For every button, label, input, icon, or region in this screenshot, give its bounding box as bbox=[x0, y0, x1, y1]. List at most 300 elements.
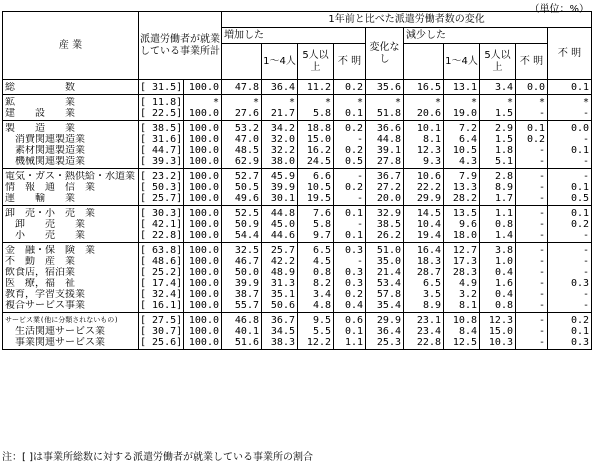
cell-value: 10.3 bbox=[488, 337, 513, 348]
cell-value: [ 38.5] bbox=[140, 123, 183, 134]
col-dec-5plus bbox=[480, 169, 516, 206]
cell-value: 100.0 bbox=[188, 82, 219, 93]
cell-value: [ 32.4] bbox=[140, 289, 183, 300]
cell-value: 0.1 bbox=[570, 208, 590, 219]
cell-value: 16.5 bbox=[416, 82, 441, 93]
cell-value: 12.5 bbox=[452, 337, 477, 348]
cell-value: 4.8 bbox=[312, 300, 331, 311]
col-unknown bbox=[548, 121, 592, 169]
cell-value: 100.0 bbox=[188, 267, 219, 278]
cell-value: 100.0 bbox=[188, 315, 219, 326]
col-decreased bbox=[404, 80, 444, 95]
cell-value: 3.8 bbox=[494, 245, 513, 256]
cell-value: [ 30.3] bbox=[140, 208, 183, 219]
col-pct bbox=[139, 243, 184, 313]
cell-value: 52.5 bbox=[234, 208, 259, 219]
col-no-change bbox=[366, 80, 404, 95]
cell-value: 100.0 bbox=[188, 278, 219, 289]
col-inc-5plus bbox=[298, 206, 334, 243]
cell-value: 27.8 bbox=[376, 156, 401, 167]
cell-value: 46.7 bbox=[234, 256, 259, 267]
col-increased bbox=[222, 80, 262, 95]
col-inc-5plus bbox=[298, 169, 334, 206]
cell-value: 9.7 bbox=[312, 230, 331, 241]
cell-value: [ 44.7] bbox=[140, 145, 183, 156]
cell-value: * bbox=[506, 97, 513, 108]
cell-value: 48.5 bbox=[234, 145, 259, 156]
cell-value: 100.0 bbox=[188, 108, 219, 119]
cell-value: 10.6 bbox=[416, 171, 441, 182]
cell-value: 48.9 bbox=[270, 267, 295, 278]
col-increased bbox=[222, 121, 262, 169]
cell-value: 0.1 bbox=[344, 208, 363, 219]
col-unknown bbox=[548, 243, 592, 313]
col-no-change bbox=[366, 121, 404, 169]
cell-value: 22.2 bbox=[416, 182, 441, 193]
cell-value: - bbox=[583, 245, 590, 256]
cell-value: 1.4 bbox=[494, 230, 513, 241]
cell-value: 47.0 bbox=[234, 134, 259, 145]
col-unknown bbox=[548, 80, 592, 95]
cell-value: * bbox=[583, 97, 590, 108]
industry-label: 小 売 業 bbox=[5, 230, 85, 241]
col-dec-1-4 bbox=[444, 80, 480, 95]
col-inc-1-4 bbox=[262, 80, 298, 95]
cell-value: 12.3 bbox=[488, 315, 513, 326]
cell-value: 36.7 bbox=[270, 315, 295, 326]
col-increased bbox=[222, 243, 262, 313]
col-inc-1-4 bbox=[262, 243, 298, 313]
cell-value: 39.1 bbox=[376, 145, 401, 156]
unit-label: （単位：%） bbox=[529, 4, 589, 15]
col-inc-unknown bbox=[334, 313, 366, 350]
cell-value: 27.6 bbox=[234, 108, 259, 119]
cell-value: 100.0 bbox=[188, 156, 219, 167]
cell-value: 10.5 bbox=[306, 182, 331, 193]
col-inc-unknown bbox=[334, 80, 366, 95]
cell-value: - bbox=[583, 156, 590, 167]
cell-value: 0.1 bbox=[344, 326, 363, 337]
cell-value: 31.3 bbox=[270, 278, 295, 289]
cell-value: - bbox=[583, 230, 590, 241]
cell-value: 1.6 bbox=[494, 278, 513, 289]
cell-value: 32.0 bbox=[270, 134, 295, 145]
cell-value: 100.0 bbox=[188, 171, 219, 182]
cell-value: 1.7 bbox=[494, 193, 513, 204]
col-pct bbox=[139, 95, 184, 121]
cell-value: 5.8 bbox=[312, 219, 331, 230]
cell-value: 50.6 bbox=[270, 300, 295, 311]
cell-value: 100.0 bbox=[188, 219, 219, 230]
cell-value: 36.4 bbox=[376, 326, 401, 337]
cell-value: 44.8 bbox=[376, 134, 401, 145]
cell-value: 55.7 bbox=[234, 300, 259, 311]
cell-value: [ 25.6] bbox=[140, 337, 183, 348]
industry-cell bbox=[3, 80, 139, 95]
cell-value: 9.3 bbox=[422, 156, 441, 167]
col-dec-unknown bbox=[516, 243, 548, 313]
cell-value: 21.4 bbox=[376, 267, 401, 278]
cell-value: 28.7 bbox=[416, 267, 441, 278]
cell-value: 62.9 bbox=[234, 156, 259, 167]
cell-value: 1.0 bbox=[494, 256, 513, 267]
cell-value: 8.1 bbox=[458, 300, 477, 311]
header-dispatched-share: 派遣労働者が就業している事業所計 bbox=[139, 12, 222, 80]
cell-value: * bbox=[470, 97, 477, 108]
cell-value: 100.0 bbox=[188, 193, 219, 204]
cell-value: 32.9 bbox=[376, 208, 401, 219]
col-inc-unknown bbox=[334, 206, 366, 243]
cell-value: [ 25.7] bbox=[140, 193, 183, 204]
cell-value: 0.3 bbox=[344, 278, 363, 289]
col-decreased bbox=[404, 169, 444, 206]
industry-label: サービス業(他に分類されないもの) bbox=[5, 316, 119, 324]
table-row-group bbox=[3, 169, 592, 206]
cell-value: 0.0 bbox=[570, 123, 590, 134]
cell-value: - bbox=[583, 171, 590, 182]
industry-cell bbox=[3, 313, 139, 350]
cell-value: 0.5 bbox=[570, 193, 590, 204]
cell-value: 0.1 bbox=[570, 326, 590, 337]
cell-value: 32.5 bbox=[234, 245, 259, 256]
cell-value: 40.1 bbox=[234, 326, 259, 337]
col-dec-1-4 bbox=[444, 243, 480, 313]
col-increased bbox=[222, 313, 262, 350]
col-unknown bbox=[548, 313, 592, 350]
cell-value: 100.0 bbox=[188, 134, 219, 145]
col-dec-unknown bbox=[516, 121, 548, 169]
cell-value: 17.3 bbox=[452, 256, 477, 267]
cell-value: 4.9 bbox=[458, 278, 477, 289]
table-row-group bbox=[3, 121, 592, 169]
col-dec-unknown bbox=[516, 169, 548, 206]
cell-value: - bbox=[538, 193, 545, 204]
cell-value: 0.1 bbox=[344, 108, 363, 119]
industry-label: 情 報 通 信 業 bbox=[5, 182, 95, 193]
cell-value: 25.3 bbox=[376, 337, 401, 348]
col-no-change bbox=[366, 313, 404, 350]
cell-value: [ 48.6] bbox=[140, 256, 183, 267]
cell-value: - bbox=[583, 108, 590, 119]
cell-value: [ 25.2] bbox=[140, 267, 183, 278]
cell-value: - bbox=[583, 256, 590, 267]
col-dec-5plus bbox=[480, 313, 516, 350]
cell-value: 0.4 bbox=[494, 289, 513, 300]
col-dec-1-4 bbox=[444, 95, 480, 121]
cell-value: 0.6 bbox=[344, 315, 363, 326]
cell-value: 38.0 bbox=[270, 156, 295, 167]
cell-value: 53.4 bbox=[376, 278, 401, 289]
cell-value: * bbox=[212, 97, 219, 108]
table-row-group bbox=[3, 95, 592, 121]
col-inc-unknown bbox=[334, 169, 366, 206]
cell-value: - bbox=[356, 256, 363, 267]
cell-value: 0.3 bbox=[570, 337, 590, 348]
cell-value: 44.6 bbox=[270, 230, 295, 241]
header-increased: 増加した bbox=[222, 28, 366, 44]
col-increased bbox=[222, 95, 262, 121]
cell-value: 6.6 bbox=[312, 171, 331, 182]
cell-value: 8.2 bbox=[312, 278, 331, 289]
cell-value: 28.3 bbox=[452, 267, 477, 278]
cell-value: 34.5 bbox=[270, 326, 295, 337]
table-row-group bbox=[3, 80, 592, 95]
col-no-change bbox=[366, 169, 404, 206]
cell-value: - bbox=[356, 171, 363, 182]
cell-value: 0.3 bbox=[344, 245, 363, 256]
cell-value: 5.8 bbox=[312, 108, 331, 119]
industry-cell bbox=[3, 95, 139, 121]
cell-value: - bbox=[538, 171, 545, 182]
cell-value: [ 22.5] bbox=[140, 108, 183, 119]
cell-value: [ 11.8] bbox=[140, 97, 183, 108]
cell-value: 13.5 bbox=[452, 208, 477, 219]
cell-value: * bbox=[434, 97, 441, 108]
cell-value: 29.9 bbox=[376, 315, 401, 326]
cell-value: - bbox=[538, 245, 545, 256]
cell-value: 53.2 bbox=[234, 123, 259, 134]
cell-value: [ 16.1] bbox=[140, 300, 183, 311]
cell-value: 8.9 bbox=[494, 182, 513, 193]
col-total bbox=[184, 95, 222, 121]
col-dec-unknown bbox=[516, 95, 548, 121]
cell-value: 49.6 bbox=[234, 193, 259, 204]
col-decreased bbox=[404, 95, 444, 121]
industry-label: 運 輸 業 bbox=[5, 193, 75, 204]
cell-value: - bbox=[356, 219, 363, 230]
cell-value: - bbox=[538, 337, 545, 348]
cell-value: 100.0 bbox=[188, 256, 219, 267]
industry-label: 機械関連製造業 bbox=[5, 156, 85, 167]
cell-value: 100.0 bbox=[188, 337, 219, 348]
industry-label: 卸 売 業 bbox=[5, 219, 85, 230]
industry-label: 事業関連サービス業 bbox=[5, 337, 105, 348]
cell-value: 4.5 bbox=[312, 256, 331, 267]
cell-value: 28.2 bbox=[452, 193, 477, 204]
cell-value: 0.1 bbox=[526, 123, 545, 134]
cell-value: 36.7 bbox=[376, 171, 401, 182]
cell-value: 35.1 bbox=[270, 289, 295, 300]
cell-value: - bbox=[538, 267, 545, 278]
cell-value: - bbox=[538, 208, 545, 219]
cell-value: 11.2 bbox=[306, 82, 331, 93]
cell-value: 25.7 bbox=[270, 245, 295, 256]
cell-value: * bbox=[288, 97, 295, 108]
cell-value: 46.8 bbox=[234, 315, 259, 326]
col-decreased bbox=[404, 121, 444, 169]
cell-value: 7.6 bbox=[312, 208, 331, 219]
cell-value: 52.7 bbox=[234, 171, 259, 182]
col-total bbox=[184, 243, 222, 313]
cell-value: 50.9 bbox=[234, 219, 259, 230]
cell-value: - bbox=[356, 134, 363, 145]
col-total bbox=[184, 206, 222, 243]
header-unknown: 不 明 bbox=[548, 28, 592, 80]
col-dec-unknown bbox=[516, 80, 548, 95]
table-row-group bbox=[3, 243, 592, 313]
cell-value: 1.5 bbox=[494, 108, 513, 119]
col-no-change bbox=[366, 206, 404, 243]
col-dec-1-4 bbox=[444, 121, 480, 169]
cell-value: - bbox=[583, 267, 590, 278]
cell-value: 1.8 bbox=[494, 145, 513, 156]
cell-value: - bbox=[538, 300, 545, 311]
industry-label: 金 融・保 険 業 bbox=[5, 245, 95, 256]
cell-value: 45.9 bbox=[270, 171, 295, 182]
col-dec-1-4 bbox=[444, 313, 480, 350]
col-dec-unknown bbox=[516, 313, 548, 350]
cell-value: [ 50.3] bbox=[140, 182, 183, 193]
cell-value: 10.5 bbox=[452, 145, 477, 156]
cell-value: 18.3 bbox=[416, 256, 441, 267]
cell-value: 0.5 bbox=[344, 156, 363, 167]
col-inc-1-4 bbox=[262, 313, 298, 350]
cell-value: 100.0 bbox=[188, 326, 219, 337]
cell-value: 0.2 bbox=[344, 182, 363, 193]
cell-value: 51.8 bbox=[376, 108, 401, 119]
industry-label: 医 療，福 祉 bbox=[5, 278, 75, 289]
cell-value: 29.9 bbox=[416, 193, 441, 204]
cell-value: 44.8 bbox=[270, 208, 295, 219]
cell-value: 3.2 bbox=[458, 289, 477, 300]
cell-value: 23.1 bbox=[416, 315, 441, 326]
col-unknown bbox=[548, 206, 592, 243]
cell-value: 100.0 bbox=[188, 289, 219, 300]
cell-value: 1.5 bbox=[494, 134, 513, 145]
cell-value: 12.7 bbox=[452, 245, 477, 256]
cell-value: - bbox=[538, 108, 545, 119]
cell-value: [ 39.3] bbox=[140, 156, 183, 167]
col-decreased bbox=[404, 243, 444, 313]
col-pct bbox=[139, 206, 184, 243]
industry-label: 不 動 産 業 bbox=[5, 256, 75, 267]
cell-value: 54.4 bbox=[234, 230, 259, 241]
cell-value: 38.5 bbox=[376, 219, 401, 230]
cell-value: 10.1 bbox=[416, 123, 441, 134]
industry-label: 鉱 業 bbox=[5, 97, 75, 108]
cell-value: [ 17.4] bbox=[140, 278, 183, 289]
col-inc-unknown bbox=[334, 121, 366, 169]
cell-value: - bbox=[538, 182, 545, 193]
cell-value: 9.5 bbox=[312, 315, 331, 326]
col-inc-5plus bbox=[298, 95, 334, 121]
cell-value: 36.6 bbox=[376, 123, 401, 134]
col-inc-1-4 bbox=[262, 121, 298, 169]
cell-value: 19.5 bbox=[306, 193, 331, 204]
cell-value: 3.4 bbox=[312, 289, 331, 300]
cell-value: 1.1 bbox=[344, 337, 363, 348]
cell-value: 18.0 bbox=[452, 230, 477, 241]
col-no-change bbox=[366, 243, 404, 313]
col-increased bbox=[222, 169, 262, 206]
cell-value: 47.8 bbox=[234, 82, 259, 93]
data-table bbox=[2, 11, 592, 350]
cell-value: 3.5 bbox=[422, 289, 441, 300]
cell-value: 0.2 bbox=[344, 289, 363, 300]
col-total bbox=[184, 169, 222, 206]
cell-value: * bbox=[324, 97, 331, 108]
cell-value: 39.9 bbox=[234, 278, 259, 289]
cell-value: 39.9 bbox=[270, 182, 295, 193]
cell-value: 100.0 bbox=[188, 123, 219, 134]
industry-label: 複合サービス事業 bbox=[5, 300, 85, 311]
col-inc-5plus bbox=[298, 313, 334, 350]
cell-value: - bbox=[538, 278, 545, 289]
col-dec-5plus bbox=[480, 95, 516, 121]
col-unknown bbox=[548, 169, 592, 206]
cell-value: 0.4 bbox=[344, 300, 363, 311]
cell-value: 24.5 bbox=[306, 156, 331, 167]
cell-value: 5.1 bbox=[494, 156, 513, 167]
cell-value: 0.3 bbox=[570, 278, 590, 289]
cell-value: 51.6 bbox=[234, 337, 259, 348]
cell-value: - bbox=[538, 145, 545, 156]
cell-value: [ 30.7] bbox=[140, 326, 183, 337]
industry-label: 生活関連サービス業 bbox=[5, 326, 105, 337]
cell-value: 32.2 bbox=[270, 145, 295, 156]
cell-value: 0.0 bbox=[526, 82, 545, 93]
cell-value: 10.8 bbox=[452, 315, 477, 326]
cell-value: 35.0 bbox=[376, 256, 401, 267]
col-inc-unknown bbox=[334, 243, 366, 313]
col-dec-1-4 bbox=[444, 169, 480, 206]
cell-value: 7.9 bbox=[458, 171, 477, 182]
cell-value: 8.9 bbox=[422, 300, 441, 311]
industry-label: 建 設 業 bbox=[5, 108, 75, 119]
cell-value: [ 31.6] bbox=[140, 134, 183, 145]
col-decreased bbox=[404, 206, 444, 243]
cell-value: 100.0 bbox=[188, 182, 219, 193]
col-unknown bbox=[548, 95, 592, 121]
cell-value: 0.8 bbox=[494, 300, 513, 311]
cell-value: [ 27.5] bbox=[140, 315, 183, 326]
cell-value: 6.5 bbox=[422, 278, 441, 289]
cell-value: 2.9 bbox=[494, 123, 513, 134]
cell-value: 0.8 bbox=[312, 267, 331, 278]
cell-value: - bbox=[583, 134, 590, 145]
cell-value: 0.2 bbox=[344, 145, 363, 156]
header-inc-1-4: 1〜4人 bbox=[262, 44, 298, 80]
col-inc-5plus bbox=[298, 243, 334, 313]
cell-value: 14.5 bbox=[416, 208, 441, 219]
footnote: 注：[ ]は事業所総数に対する派遣労働者が就業している事業所の割合 bbox=[2, 452, 313, 463]
col-dec-5plus bbox=[480, 121, 516, 169]
header-decreased: 減少した bbox=[404, 28, 548, 44]
header-industry: 産 業 bbox=[3, 12, 139, 80]
col-inc-5plus bbox=[298, 121, 334, 169]
cell-value: 50.5 bbox=[234, 182, 259, 193]
cell-value: - bbox=[538, 156, 545, 167]
col-inc-5plus bbox=[298, 80, 334, 95]
cell-value: 4.3 bbox=[458, 156, 477, 167]
cell-value: 15.0 bbox=[488, 326, 513, 337]
cell-value: - bbox=[538, 219, 545, 230]
cell-value: 35.4 bbox=[376, 300, 401, 311]
cell-value: [ 63.8] bbox=[140, 245, 183, 256]
cell-value: 1.1 bbox=[494, 208, 513, 219]
cell-value: 26.2 bbox=[376, 230, 401, 241]
col-dec-1-4 bbox=[444, 206, 480, 243]
col-dec-5plus bbox=[480, 206, 516, 243]
header-no-change: 変化なし bbox=[366, 28, 404, 80]
header-inc-unknown: 不 明 bbox=[334, 44, 366, 80]
col-inc-1-4 bbox=[262, 95, 298, 121]
cell-value: - bbox=[538, 289, 545, 300]
header-change-title: 1年前と比べた派遣労働者数の変化 bbox=[222, 12, 592, 28]
cell-value: 6.4 bbox=[458, 134, 477, 145]
industry-label: 教育，学習支援業 bbox=[5, 289, 85, 300]
cell-value: 13.3 bbox=[452, 182, 477, 193]
